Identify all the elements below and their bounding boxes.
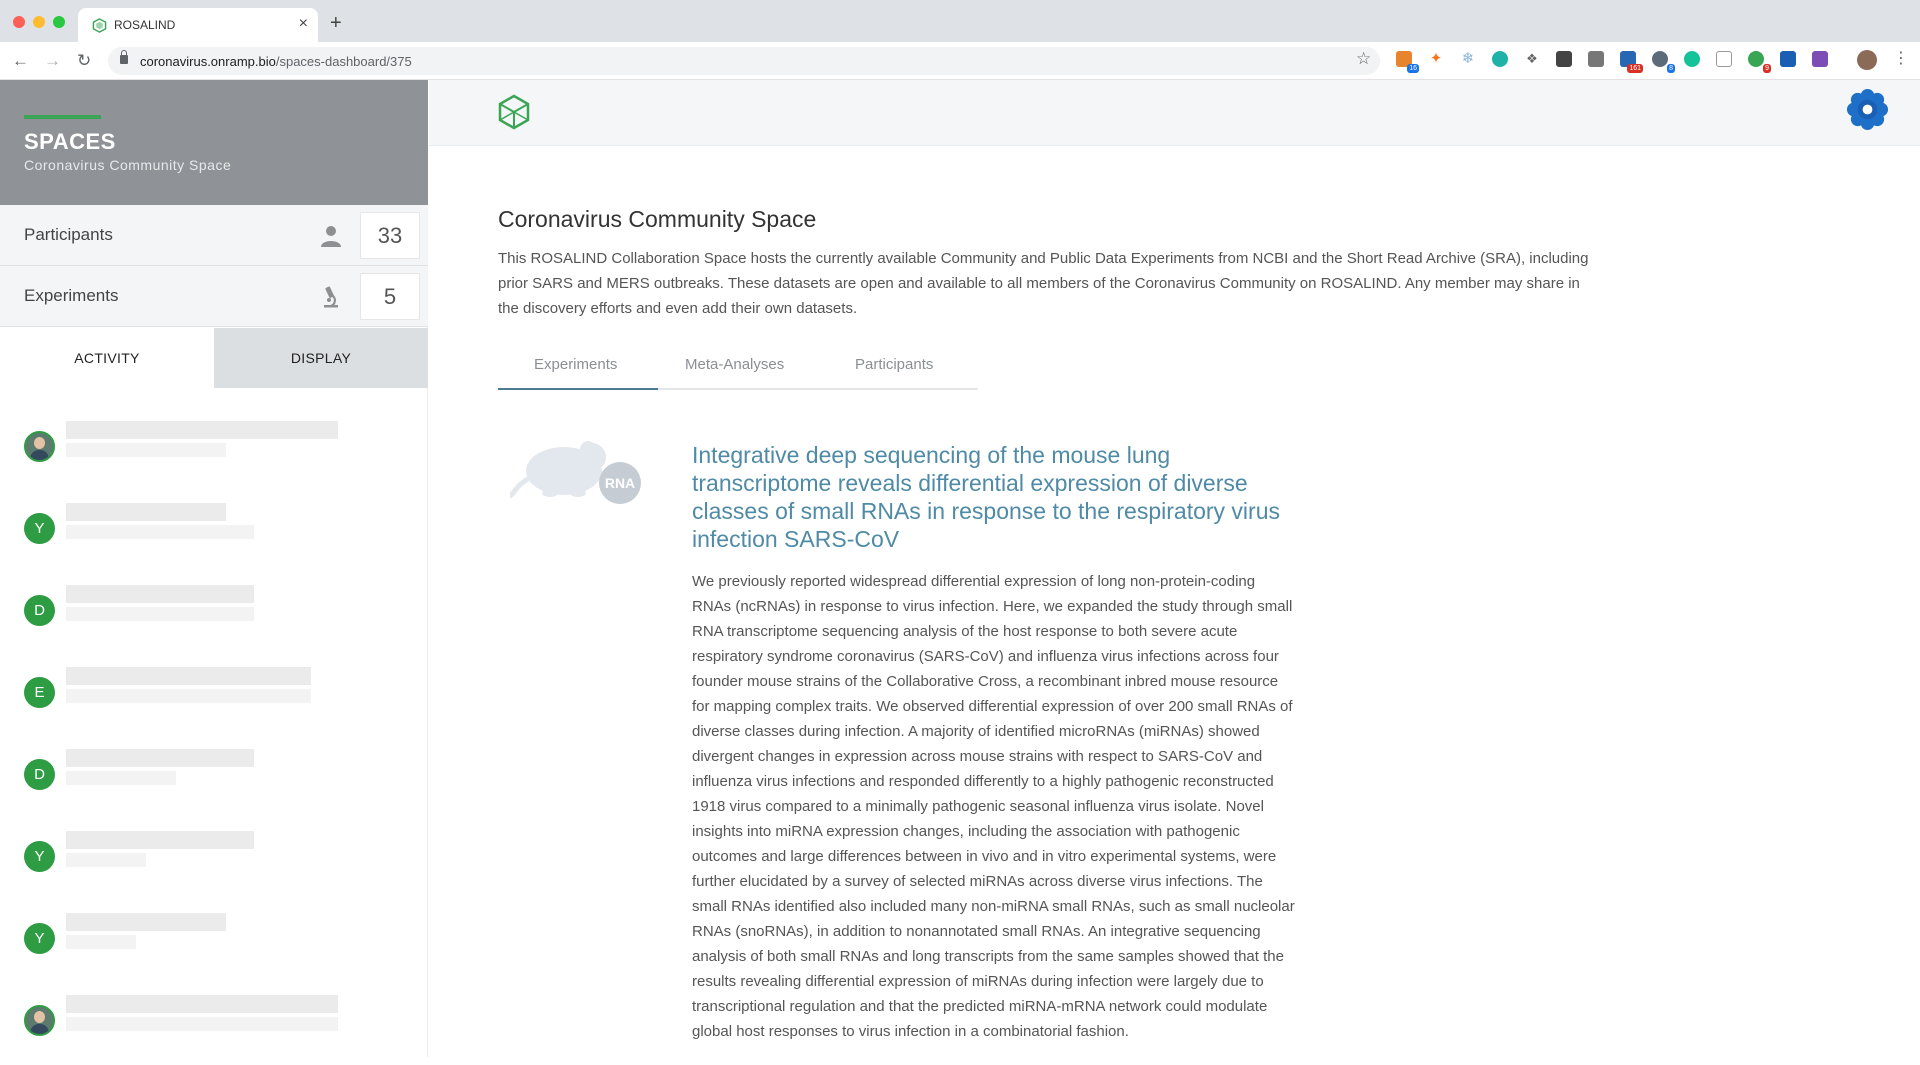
- browser-profile-avatar[interactable]: [1857, 50, 1877, 70]
- browser-tab-title: ROSALIND: [114, 18, 176, 32]
- url-text[interactable]: [140, 54, 412, 69]
- extension-box-icon[interactable]: [1716, 51, 1732, 67]
- activity-item[interactable]: [24, 923, 344, 983]
- linkedin-extension-icon[interactable]: [1620, 51, 1641, 72]
- tab-meta-analyses[interactable]: Meta-Analyses: [685, 356, 785, 373]
- redacted-text: [66, 667, 311, 685]
- window-close-button[interactable]: [13, 16, 25, 28]
- new-tab-button[interactable]: +: [330, 12, 342, 34]
- spaces-accent-bar: [24, 115, 101, 119]
- activity-item[interactable]: [24, 431, 344, 491]
- tab-experiments[interactable]: Experiments: [534, 356, 618, 373]
- space-name: Coronavirus Community Space: [24, 157, 232, 173]
- user-avatar: Y: [24, 513, 55, 544]
- experiment-abstract: We previously reported widespread differential expression of long non-protein-coding RNAs (ncRNAs) in response to virus infection. Here, we expanded the study through small RNA transcriptome sequencing analysis of the host response to both severe acute respiratory syndrome coronavirus (SARS-CoV) and influenza virus infections across four founder mouse strains of the Collaborative Cross, a recombinant inbred mouse resource for mapping complex traits. We observed differential expression of over 200 small RNAs of diverse classes during infection. A majority of identified microRNAs (miRNAs) showed divergent changes in expression across mouse strains with respect to SARS-CoV and influenza virus infections and responded differently to a highly pathogenic reconstructed 1918 virus compared to a minimally pathogenic seasonal influenza virus isolate. Novel insights into miRNA expression changes, including the association with pathogenic outcomes and large differences between in vivo and in vitro experimental systems, were further elucidated by a survey of selected miRNAs across diverse virus infections. The small RNAs identified also included many non-miRNA small RNAs, such as small nucleolar RNAs (snoRNAs), in addition to nonannotated small RNAs. An integrative sequencing analysis of both small RNAs and long transcripts from the same samples showed that the results revealing differential expression of miRNAs during infection were largely due to transcriptional regulation and that the predicted miRNA-mRNA network could modulate global host responses to virus infection in a combinatorial fashion.: [692, 573, 1295, 1040]
- user-avatar: [24, 1005, 55, 1036]
- user-avatar: D: [24, 595, 55, 626]
- lock-icon: [120, 55, 128, 64]
- rna-badge-text: RNA: [604, 475, 636, 491]
- redacted-text: [66, 503, 226, 521]
- spaces-header: [0, 80, 428, 205]
- redacted-text: [66, 607, 254, 621]
- extension-badge: 16: [1409, 65, 1417, 72]
- user-avatar: Y: [24, 841, 55, 872]
- snowflake-extension-icon[interactable]: ❄: [1461, 50, 1475, 67]
- redacted-text: [66, 1017, 338, 1031]
- browser-tab[interactable]: [78, 8, 318, 42]
- tab-display[interactable]: DISPLAY: [214, 328, 428, 388]
- app-top-bar: [429, 80, 1920, 146]
- redacted-text: [66, 421, 338, 439]
- extension-g-icon[interactable]: [1588, 51, 1604, 67]
- extension-badge: 9: [1765, 65, 1769, 72]
- redacted-text: [66, 913, 226, 931]
- redacted-text: [66, 525, 254, 539]
- tab-close-icon[interactable]: ×: [298, 15, 308, 32]
- redacted-text: [66, 935, 136, 949]
- reload-icon[interactable]: ↻: [77, 51, 92, 70]
- extension-orange-icon[interactable]: [1396, 51, 1417, 72]
- extension-globe-icon[interactable]: [1652, 51, 1673, 72]
- bookmark-star-icon[interactable]: ☆: [1356, 49, 1372, 68]
- url-path: /spaces-dashboard/375: [275, 54, 412, 69]
- activity-item[interactable]: [24, 841, 344, 901]
- extension-badge: 161: [1629, 65, 1641, 72]
- rosalind-favicon-icon: [92, 18, 107, 33]
- window-minimize-button[interactable]: [33, 16, 45, 28]
- participants-label: Participants: [24, 225, 113, 244]
- tab-participants[interactable]: Participants: [855, 356, 934, 373]
- space-description: This ROSALIND Collaboration Space hosts the currently available Community and Public Data Experiments from NCBI and the Short Read Archive (SRA), including prior SARS and MERS outbreaks. These datasets are open and available to all members of the Coronavirus Community on ROSALIND. Any member may share in the discovery efforts and even add their own datasets.: [498, 250, 1589, 317]
- microscope-icon: [319, 285, 343, 309]
- page-title: Coronavirus Community Space: [498, 206, 817, 232]
- person-icon: [319, 224, 343, 248]
- activity-item[interactable]: [24, 759, 344, 819]
- redacted-text: [66, 771, 176, 785]
- forward-arrow-icon[interactable]: →: [44, 51, 61, 70]
- extension-shield-icon[interactable]: [1556, 51, 1572, 67]
- experiment-title-link[interactable]: Integrative deep sequencing of the mouse lung transcriptome reveals differential expression of diverse classes of small RNAs in response to the respiratory virus infection SARS-CoV: [692, 442, 1280, 552]
- mouse-rna-icon: [510, 435, 645, 515]
- browser-menu-icon[interactable]: ⋮: [1893, 50, 1909, 67]
- grammarly-extension-icon[interactable]: [1684, 51, 1700, 67]
- window-maximize-button[interactable]: [53, 16, 65, 28]
- active-tab-underline: [498, 388, 658, 390]
- extension-badge: 8: [1669, 65, 1673, 72]
- spaces-section-title: SPACES: [24, 129, 116, 154]
- sidebar-tabs: [0, 328, 428, 388]
- user-avatar: Y: [24, 923, 55, 954]
- address-bar[interactable]: [108, 47, 1380, 75]
- hubspot-extension-icon[interactable]: ✦: [1429, 50, 1443, 67]
- user-avatar: [24, 431, 55, 462]
- spaces-sidebar: [0, 80, 428, 1057]
- back-arrow-icon[interactable]: ←: [12, 51, 29, 70]
- redacted-text: [66, 749, 254, 767]
- extension-green-icon[interactable]: [1748, 51, 1769, 72]
- redacted-text: [66, 853, 146, 867]
- extension-blue-icon[interactable]: [1780, 51, 1796, 67]
- user-avatar: E: [24, 677, 55, 708]
- user-menu-flower-icon[interactable]: [1846, 88, 1889, 131]
- redacted-text: [66, 585, 254, 603]
- redacted-text: [66, 689, 311, 703]
- activity-item[interactable]: [24, 677, 344, 737]
- redacted-text: [66, 443, 226, 457]
- url-host: coronavirus.onramp.bio: [140, 54, 276, 69]
- rosalind-logo-icon[interactable]: [497, 94, 531, 130]
- redacted-text: [66, 995, 338, 1013]
- redacted-text: [66, 831, 254, 849]
- experiments-label: Experiments: [24, 286, 119, 305]
- main-tabs: [498, 350, 978, 390]
- tab-activity[interactable]: ACTIVITY: [0, 328, 214, 388]
- user-avatar: D: [24, 759, 55, 790]
- extension-purple-icon[interactable]: [1812, 51, 1828, 67]
- activity-item[interactable]: [24, 1005, 344, 1065]
- activity-item[interactable]: [24, 513, 344, 573]
- participants-stat-row[interactable]: [0, 205, 428, 266]
- participants-count: 33: [360, 212, 420, 259]
- browser-tab-bar: [0, 0, 1920, 42]
- experiments-count: 5: [360, 273, 420, 320]
- activity-item[interactable]: [24, 595, 344, 655]
- dropbox-extension-icon[interactable]: ❖: [1526, 51, 1538, 66]
- extension-teal-icon[interactable]: [1492, 51, 1508, 67]
- experiments-stat-row[interactable]: [0, 266, 428, 327]
